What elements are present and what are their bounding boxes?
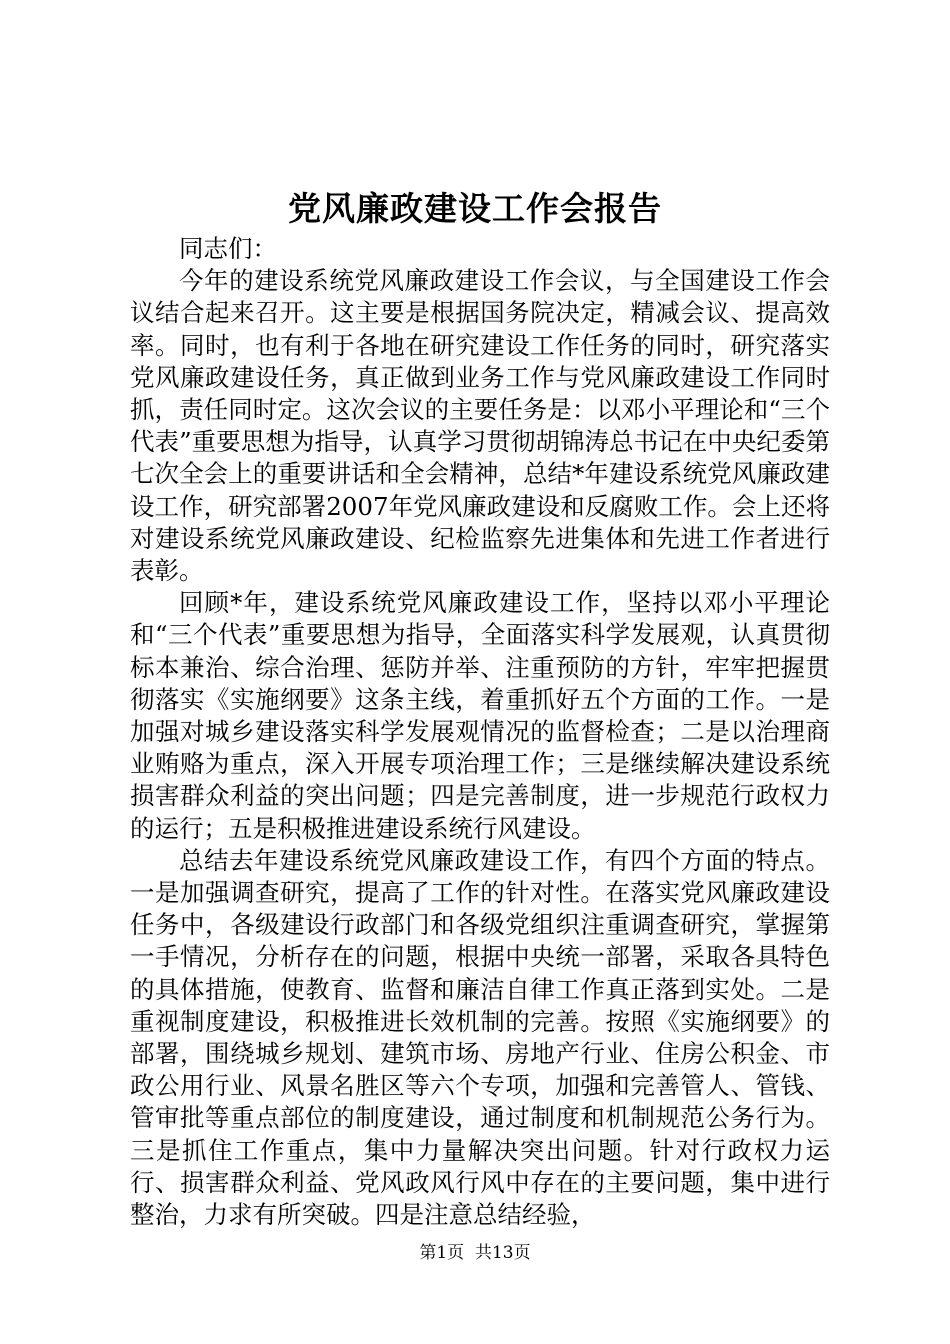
paragraph-1: 今年的建设系统党风廉政建设工作会议，与全国建设工作会议结合起来召开。这主要是根据国务院决定，精减会议、提高效率。同时，也有利于各地在研究建设工作任务的同时，研究落实党风廉政建设任务，真正做到业务工作与党风廉政建设工作同时抓，责任同时定。这次会议的主要任务是：以邓小平理论和“三个代表”重要思想为指导，认真学习贯彻胡锦涛总书记在中央纪委第七次全会上的重要讲话和全会精神，总结*年建设系统党风廉政建设工作，研究部署2007年党风廉政建设和反腐败工作。会上还将对建设系统党风廉政建设、纪检监察先进集体和先进工作者进行表彰。 — [130, 266, 830, 586]
paragraph-3: 总结去年建设系统党风廉政建设工作，有四个方面的特点。一是加强调查研究，提高了工作的针对性。在落实党风廉政建设任务中，各级建设行政部门和各级党组织注重调查研究，掌握第一手情况，分析存在的问题，根据中央统一部署，采取各具特色的具体措施，使教育、监督和廉洁自律工作真正落到实处。二是重视制度建设，积极推进长效机制的完善。按照《实施纲要》的部署，围绕城乡规划、建筑市场、房地产行业、住房公积金、市政公用行业、风景名胜区等六个专项，加强和完善管人、管钱、管审批等重点部位的制度建设，通过制度和机制规范公务行为。三是抓住工作重点，集中力量解决突出问题。针对行政权力运行、损害群众利益、党风政风行风中存在的主要问题，集中进行整治，力求有所突破。四是注意总结经验， — [130, 845, 830, 1230]
page-footer: 第1页 共13页 — [419, 1243, 531, 1263]
document-title: 党风廉政建设工作会报告 — [288, 189, 662, 228]
paragraph-2: 回顾*年，建设系统党风廉政建设工作，坚持以邓小平理论和“三个代表”重要思想为指导，全面落实科学发展观，认真贯彻标本兼治、综合治理、惩防并举、注重预防的方针，牢牢把握贯彻落实《实施纲要》这条主线，着重抓好五个方面的工作。一是加强对城乡建设落实科学发展观情况的监督检查；二是以治理商业贿赂为重点，深入开展专项治理工作；三是继续解决建设系统损害群众利益的突出问题；四是完善制度，进一步规范行政权力的运行；五是积极推进建设系统行风建设。 — [130, 588, 830, 843]
document-body — [130, 233, 830, 1231]
salutation: 同志们： — [179, 234, 277, 263]
